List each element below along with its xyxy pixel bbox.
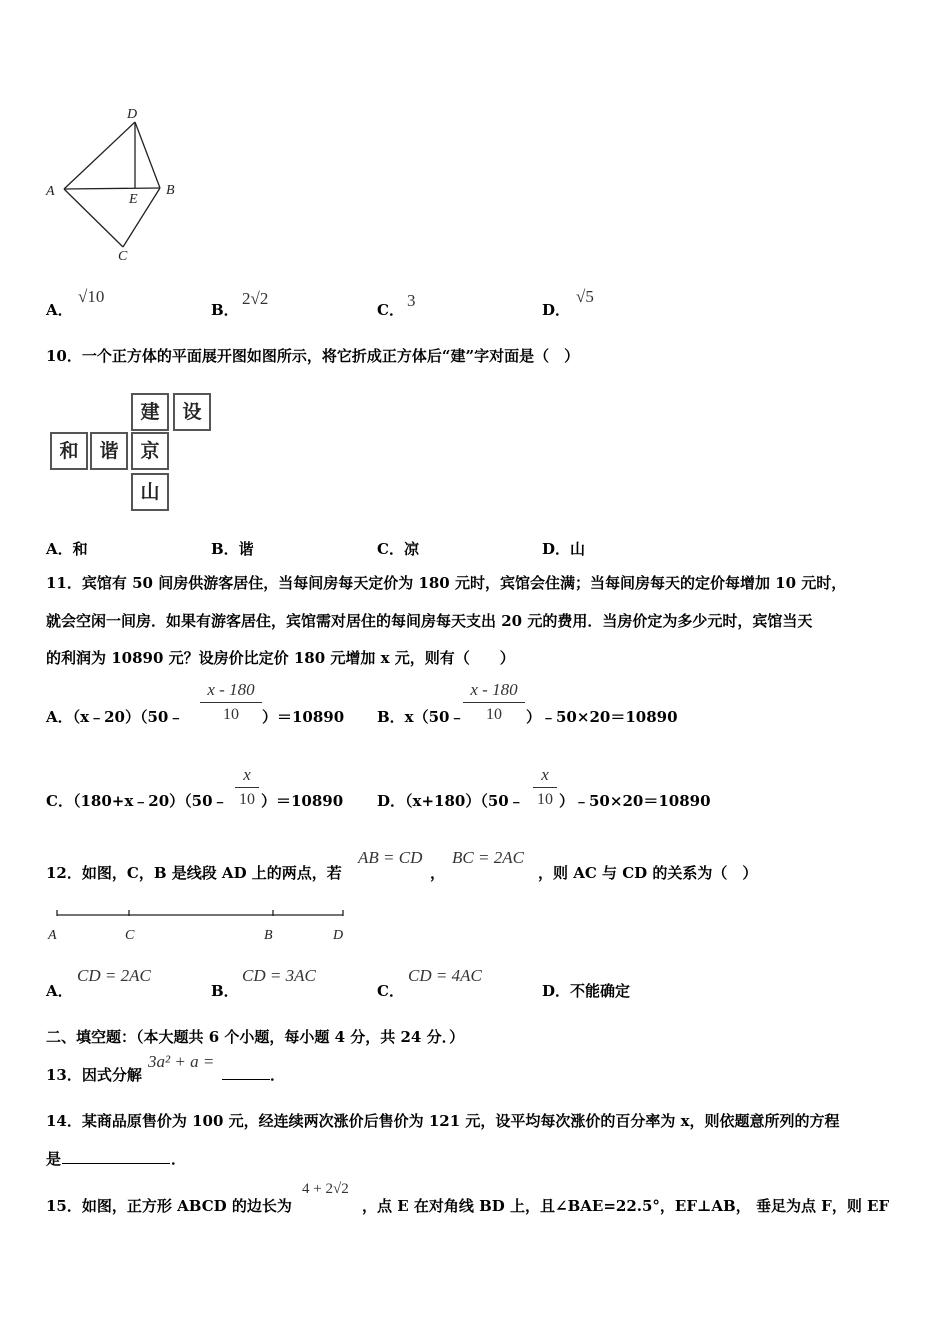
q14-line-1: 14．某商品原售价为 100 元，经连续两次涨价后售价为 121 元，设平均每次涨价的百分率为 x，则依题意所列的方程 <box>46 1112 840 1130</box>
q11-option-d-numerator: x <box>541 765 549 784</box>
q12-option-c-expr: CD = 4AC <box>408 966 482 985</box>
q12-question-post: ，则 AC 与 CD 的关系为（ ） <box>538 864 758 882</box>
q11-option-d-fraction <box>533 765 557 810</box>
net-cell-shan: 山 <box>131 473 169 511</box>
q9-option-b-letter: B． <box>211 301 239 319</box>
q15-side-length: 4 + 2√2 <box>302 1181 349 1197</box>
q11-option-c-denominator: 10 <box>239 791 255 808</box>
q11-option-b-post: ）﹣50×20＝10890 <box>526 708 678 726</box>
q10-option-c: C．凉 <box>377 540 419 558</box>
net-cell-xie: 谐 <box>90 432 128 470</box>
q14-line-2-pre: 是 <box>46 1150 62 1168</box>
label-e: E <box>129 192 138 207</box>
q9-option-a-letter: A． <box>46 301 73 319</box>
label-c: C <box>118 249 128 264</box>
segment-db <box>135 122 160 188</box>
q13-expression: 3a² + a = <box>148 1052 215 1071</box>
q12-question-pre: 12．如图，C，B 是线段 AD 上的两点，若 <box>46 864 342 882</box>
q13-answer-blank[interactable] <box>222 1063 270 1080</box>
q14-period: ． <box>171 1150 187 1168</box>
q10-option-b: B．谐 <box>211 540 254 558</box>
net-cell-jian: 建 <box>131 393 169 431</box>
q11-option-b-fraction <box>463 680 525 725</box>
q11-option-c-post: ）＝10890 <box>261 792 344 810</box>
segment-ab <box>64 188 160 189</box>
q11-line-1: 11．宾馆有 50 间房供游客居住，当每间房每天定价为 180 元时，宾馆会住满；当每间房每天的定价每增加 10 元时， <box>46 574 847 592</box>
q15-question-post: ，点 E 在对角线 BD 上，且∠BAE=22.5°，EF⊥AB， 垂足为点 F，则 EF <box>362 1197 890 1215</box>
q11-option-a-pre: A．（x﹣20）（50﹣ <box>46 708 184 726</box>
point-label-b: B <box>264 928 273 943</box>
q9-option-d-value: √5 <box>576 287 594 306</box>
q9-option-c-letter: C． <box>377 301 404 319</box>
q11-option-b-numerator: x - 180 <box>470 680 518 699</box>
q11-line-3: 的利润为 10890 元？设房价比定价 180 元增加 x 元，则有（ ） <box>46 649 515 667</box>
q11-option-b-denominator: 10 <box>486 706 502 723</box>
segment-ac <box>64 189 123 247</box>
net-cell-jing: 京 <box>131 432 169 470</box>
q12-option-a-expr: CD = 2AC <box>77 966 151 985</box>
q15-question-pre: 15．如图，正方形 ABCD 的边长为 <box>46 1197 292 1215</box>
q12-option-b-expr: CD = 3AC <box>242 966 316 985</box>
q12-segment-figure <box>44 900 364 950</box>
q9-option-d-letter: D． <box>542 301 571 319</box>
q11-option-d-denominator: 10 <box>537 791 553 808</box>
q11-option-a-denominator: 10 <box>223 706 239 723</box>
label-b: B <box>166 183 175 198</box>
q12-option-d-text: 不能确定 <box>570 982 631 1000</box>
q13-question-pre: 13．因式分解 <box>46 1066 142 1084</box>
q11-line-2: 就会空闲一间房．如果有游客居住，宾馆需对居住的每间房每天支出 20 元的费用．当房价定为多少元时，宾馆当天 <box>46 612 813 630</box>
q11-option-c-fraction <box>235 765 259 810</box>
q13-period: ． <box>270 1066 286 1084</box>
q11-option-b-pre: B．x（50﹣ <box>377 708 465 726</box>
point-label-c: C <box>125 928 135 943</box>
section-2-heading: 二、填空题：（本大题共 6 个小题，每小题 4 分，共 24 分．） <box>46 1028 465 1046</box>
q11-option-c-numerator: x <box>243 765 251 784</box>
q12-comma: ， <box>430 864 446 882</box>
q10-question: 10．一个正方体的平面展开图如图所示，将它折成正方体后“建”字对面是（ ） <box>46 347 580 365</box>
q10-option-a: A．和 <box>46 540 88 558</box>
q11-option-d-pre: D．（x+180）（50﹣ <box>377 792 524 810</box>
net-cell-he: 和 <box>50 432 88 470</box>
q10-option-d: D．山 <box>542 540 586 558</box>
q11-option-d-post: ）﹣50×20＝10890 <box>559 792 711 810</box>
q12-equation-2: BC = 2AC <box>452 848 524 867</box>
q14-answer-blank[interactable] <box>62 1147 170 1164</box>
label-a: A <box>46 184 55 199</box>
q11-option-a-numerator: x - 180 <box>207 680 255 699</box>
point-label-a: A <box>48 928 57 943</box>
q9-option-b-value: 2√2 <box>242 289 269 308</box>
segment-da <box>64 122 135 189</box>
label-d: D <box>127 107 138 122</box>
q11-option-a-post: ）＝10890 <box>262 708 345 726</box>
q9-option-c-value: 3 <box>407 291 416 310</box>
q12-option-c-letter: C． <box>377 982 404 1000</box>
q12-option-d-letter: D． <box>542 982 571 1000</box>
point-label-d: D <box>333 928 344 943</box>
q11-option-c-pre: C．（180+x﹣20）（50﹣ <box>46 792 228 810</box>
net-cell-she: 设 <box>173 393 211 431</box>
q11-option-a-fraction <box>200 680 262 725</box>
q12-equation-1: AB = CD <box>358 848 423 867</box>
q12-option-a-letter: A． <box>46 982 73 1000</box>
q9-geometry-figure <box>40 100 190 270</box>
q12-option-b-letter: B． <box>211 982 239 1000</box>
q9-option-a-value: √10 <box>78 287 105 306</box>
